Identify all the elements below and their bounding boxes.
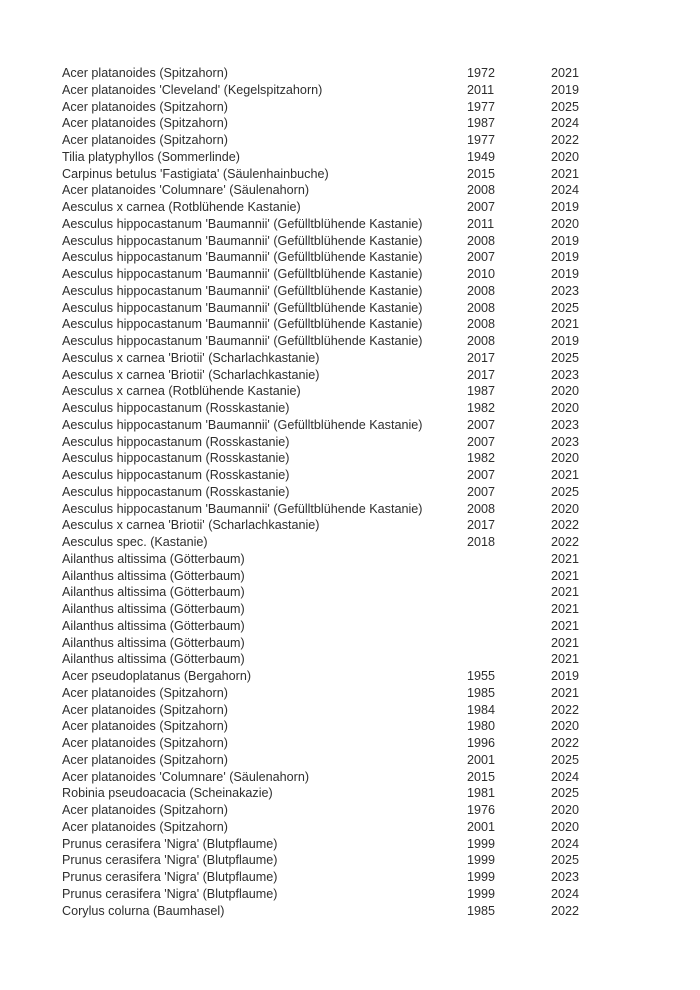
year1-cell: 2017 — [467, 518, 496, 533]
year1-cell: 2007 — [467, 250, 496, 265]
species-cell: Acer platanoides (Spitzahorn) — [62, 66, 228, 80]
year2-cell: 2022 — [551, 518, 580, 533]
year2-cell: 2021 — [551, 635, 580, 650]
table-row — [62, 802, 682, 819]
year1-cell: 1980 — [467, 719, 496, 734]
table-row — [62, 584, 682, 601]
table-row — [62, 82, 682, 99]
year1-cell: 2008 — [467, 233, 496, 248]
table-row — [62, 819, 682, 836]
year2-cell: 2020 — [551, 803, 580, 817]
year1-cell: 2001 — [467, 752, 496, 767]
table-row — [62, 501, 682, 518]
year1-cell: 2007 — [467, 434, 496, 449]
species-cell: Acer platanoides (Spitzahorn) — [62, 752, 228, 767]
year2-cell: 2022 — [551, 903, 580, 918]
table-row — [62, 769, 682, 786]
species-cell: Aesculus hippocastanum 'Baumannii' (Gefülltblühende Kastanie) — [62, 233, 423, 248]
year2-cell: 2021 — [551, 551, 580, 566]
year1-cell: 1999 — [467, 836, 496, 851]
table-row — [62, 99, 682, 116]
table-row — [62, 65, 682, 82]
year2-cell: 2020 — [551, 819, 580, 834]
table-row — [62, 517, 682, 534]
species-cell: Acer platanoides (Spitzahorn) — [62, 685, 228, 700]
year2-cell: 2023 — [551, 367, 580, 382]
table-row — [62, 601, 682, 618]
species-cell: Acer platanoides 'Columnare' (Säulenahorn) — [62, 183, 310, 198]
species-cell: Aesculus x carnea 'Briotii' (Scharlachkastanie) — [62, 350, 320, 365]
year1-cell: 2015 — [467, 769, 496, 784]
species-cell: Aesculus hippocastanum 'Baumannii' (Gefülltblühende Kastanie) — [62, 267, 423, 281]
year2-cell: 2021 — [551, 317, 580, 332]
table-row — [62, 668, 682, 685]
species-cell: Acer pseudoplatanus (Bergahorn) — [62, 669, 252, 683]
table-row — [62, 852, 682, 869]
table-row — [62, 484, 682, 501]
year2-cell: 2019 — [551, 200, 580, 214]
species-cell: Tilia platyphyllos (Sommerlinde) — [62, 149, 241, 164]
species-cell: Acer platanoides (Spitzahorn) — [62, 803, 228, 817]
species-cell: Aesculus x carnea (Rotblühende Kastanie) — [62, 384, 301, 399]
table-row — [62, 300, 682, 317]
species-cell: Ailanthus altissima (Götterbaum) — [62, 602, 245, 616]
table-row — [62, 367, 682, 384]
table-row — [62, 216, 682, 233]
table-row — [62, 149, 682, 166]
species-cell: Acer platanoides (Spitzahorn) — [62, 133, 228, 147]
table-row — [62, 182, 682, 199]
year2-cell: 2019 — [551, 250, 580, 265]
table-row — [62, 467, 682, 484]
species-cell: Aesculus hippocastanum 'Baumannii' (Gefülltblühende Kastanie) — [62, 317, 423, 332]
species-cell: Prunus cerasifera 'Nigra' (Blutpflaume) — [62, 870, 278, 884]
species-cell: Aesculus x carnea (Rotblühende Kastanie) — [62, 200, 301, 214]
table-row — [62, 735, 682, 752]
species-cell: Aesculus x carnea 'Briotii' (Scharlachkastanie) — [62, 518, 320, 533]
year2-cell: 2021 — [551, 568, 580, 583]
table-row — [62, 568, 682, 585]
species-cell: Aesculus hippocastanum 'Baumannii' (Gefülltblühende Kastanie) — [62, 283, 423, 298]
year2-cell: 2023 — [551, 870, 580, 884]
table-row — [62, 417, 682, 434]
year1-cell: 2010 — [467, 267, 496, 281]
species-cell: Aesculus hippocastanum 'Baumannii' (Gefülltblühende Kastanie) — [62, 501, 423, 516]
species-cell: Acer platanoides 'Columnare' (Säulenahorn) — [62, 769, 310, 784]
species-cell: Corylus colurna (Baumhasel) — [62, 903, 225, 918]
year1-cell: 2017 — [467, 350, 496, 365]
table-row — [62, 199, 682, 216]
species-cell: Aesculus hippocastanum 'Baumannii' (Gefülltblühende Kastanie) — [62, 334, 423, 348]
species-cell: Robinia pseudoacacia (Scheinakazie) — [62, 786, 273, 801]
year2-cell: 2025 — [551, 99, 580, 114]
table-row — [62, 383, 682, 400]
year1-cell: 1987 — [467, 116, 496, 131]
year2-cell: 2023 — [551, 417, 580, 432]
year2-cell: 2020 — [551, 216, 580, 231]
year2-cell: 2019 — [551, 267, 580, 281]
species-cell: Acer platanoides (Spitzahorn) — [62, 116, 228, 131]
table-row — [62, 718, 682, 735]
species-cell: Aesculus hippocastanum (Rosskastanie) — [62, 401, 290, 415]
year2-cell: 2025 — [551, 350, 580, 365]
year2-cell: 2022 — [551, 535, 580, 549]
table-row — [62, 450, 682, 467]
species-cell: Aesculus hippocastanum 'Baumannii' (Gefülltblühende Kastanie) — [62, 417, 423, 432]
year1-cell: 1985 — [467, 903, 496, 918]
species-cell: Prunus cerasifera 'Nigra' (Blutpflaume) — [62, 836, 278, 851]
species-cell: Ailanthus altissima (Götterbaum) — [62, 618, 245, 633]
table-row — [62, 266, 682, 283]
species-cell: Prunus cerasifera 'Nigra' (Blutpflaume) — [62, 853, 278, 868]
year1-cell: 2011 — [467, 216, 495, 231]
table-row — [62, 434, 682, 451]
year2-cell: 2023 — [551, 434, 580, 449]
year2-cell: 2022 — [551, 702, 580, 717]
year1-cell: 1985 — [467, 685, 496, 700]
year1-cell: 2007 — [467, 200, 496, 214]
table-row — [62, 132, 682, 149]
year2-cell: 2021 — [551, 66, 580, 80]
year1-cell: 1999 — [467, 870, 496, 884]
year1-cell: 1977 — [467, 99, 496, 114]
year1-cell: 2018 — [467, 535, 496, 549]
year1-cell: 2007 — [467, 484, 496, 499]
species-cell: Aesculus hippocastanum (Rosskastanie) — [62, 484, 290, 499]
year1-cell: 1996 — [467, 736, 496, 750]
species-cell: Acer platanoides (Spitzahorn) — [62, 99, 228, 114]
year2-cell: 2020 — [551, 501, 580, 516]
year1-cell: 1972 — [467, 66, 496, 80]
table-row — [62, 534, 682, 551]
table-row — [62, 869, 682, 886]
year1-cell: 2017 — [467, 367, 496, 382]
year1-cell: 2008 — [467, 334, 496, 348]
table-row — [62, 233, 682, 250]
species-cell: Ailanthus altissima (Götterbaum) — [62, 585, 245, 600]
year1-cell: 2008 — [467, 317, 496, 332]
year1-cell: 1977 — [467, 133, 496, 147]
year2-cell: 2022 — [551, 133, 580, 147]
table-row — [62, 651, 682, 668]
table-row — [62, 702, 682, 719]
year2-cell: 2020 — [551, 384, 580, 399]
year2-cell: 2019 — [551, 334, 580, 348]
table-row — [62, 635, 682, 652]
species-cell: Prunus cerasifera 'Nigra' (Blutpflaume) — [62, 886, 278, 901]
species-cell: Aesculus hippocastanum 'Baumannii' (Gefülltblühende Kastanie) — [62, 216, 423, 231]
species-cell: Acer platanoides (Spitzahorn) — [62, 719, 228, 734]
table-row — [62, 283, 682, 300]
year2-cell: 2023 — [551, 283, 580, 298]
table-row — [62, 886, 682, 903]
year1-cell: 2008 — [467, 501, 496, 516]
table-row — [62, 618, 682, 635]
year2-cell: 2021 — [551, 652, 580, 667]
species-cell: Ailanthus altissima (Götterbaum) — [62, 568, 245, 583]
year2-cell: 2021 — [551, 585, 580, 600]
year2-cell: 2025 — [551, 853, 580, 868]
year1-cell: 2011 — [467, 82, 495, 97]
species-cell: Acer platanoides (Spitzahorn) — [62, 819, 228, 834]
species-cell: Aesculus hippocastanum (Rosskastanie) — [62, 468, 290, 482]
year2-cell: 2020 — [551, 719, 580, 734]
year1-cell: 2008 — [467, 283, 496, 298]
year1-cell: 2008 — [467, 300, 496, 315]
year1-cell: 1955 — [467, 669, 496, 683]
year2-cell: 2024 — [551, 183, 580, 198]
species-cell: Aesculus hippocastanum (Rosskastanie) — [62, 434, 290, 449]
species-cell: Aesculus hippocastanum 'Baumannii' (Gefülltblühende Kastanie) — [62, 300, 423, 315]
year1-cell: 1949 — [467, 149, 496, 164]
year2-cell: 2024 — [551, 836, 580, 851]
species-cell: Acer platanoides (Spitzahorn) — [62, 702, 228, 717]
year1-cell: 2001 — [467, 819, 496, 834]
year2-cell: 2020 — [551, 149, 580, 164]
year1-cell: 1984 — [467, 702, 496, 717]
year2-cell: 2025 — [551, 484, 580, 499]
table-row — [62, 685, 682, 702]
species-cell: Acer platanoides 'Cleveland' (Kegelspitzahorn) — [62, 82, 323, 97]
year1-cell: 2008 — [467, 183, 496, 198]
year2-cell: 2019 — [551, 233, 580, 248]
year2-cell: 2019 — [551, 82, 580, 97]
species-cell: Ailanthus altissima (Götterbaum) — [62, 635, 245, 650]
year2-cell: 2020 — [551, 401, 580, 415]
year2-cell: 2021 — [551, 166, 580, 181]
year2-cell: 2025 — [551, 300, 580, 315]
year2-cell: 2022 — [551, 736, 580, 750]
species-cell: Ailanthus altissima (Götterbaum) — [62, 652, 245, 667]
year1-cell: 1982 — [467, 401, 496, 415]
species-cell: Aesculus hippocastanum 'Baumannii' (Gefülltblühende Kastanie) — [62, 250, 423, 265]
year1-cell: 1987 — [467, 384, 496, 399]
table-row — [62, 249, 682, 266]
year2-cell: 2024 — [551, 769, 580, 784]
table-row — [62, 400, 682, 417]
table-row — [62, 551, 682, 568]
year2-cell: 2025 — [551, 786, 580, 801]
year1-cell: 2007 — [467, 417, 496, 432]
species-cell: Aesculus spec. (Kastanie) — [62, 535, 208, 549]
table-row — [62, 350, 682, 367]
species-cell: Aesculus hippocastanum (Rosskastanie) — [62, 451, 290, 466]
species-cell: Ailanthus altissima (Götterbaum) — [62, 551, 245, 566]
year2-cell: 2024 — [551, 116, 580, 131]
year2-cell: 2019 — [551, 669, 580, 683]
table-row — [62, 166, 682, 183]
year1-cell: 1976 — [467, 803, 496, 817]
year1-cell: 1999 — [467, 886, 496, 901]
table-row — [62, 785, 682, 802]
year1-cell: 2015 — [467, 166, 496, 181]
table-row — [62, 752, 682, 769]
year2-cell: 2021 — [551, 468, 580, 482]
table-row — [62, 316, 682, 333]
year2-cell: 2021 — [551, 685, 580, 700]
table-row — [62, 836, 682, 853]
species-cell: Acer platanoides (Spitzahorn) — [62, 736, 228, 750]
year2-cell: 2020 — [551, 451, 580, 466]
year2-cell: 2025 — [551, 752, 580, 767]
year1-cell: 1982 — [467, 451, 496, 466]
species-cell: Carpinus betulus 'Fastigiata' (Säulenhainbuche) — [62, 166, 329, 181]
year1-cell: 1981 — [467, 786, 496, 801]
year1-cell: 1999 — [467, 853, 496, 868]
table-row — [62, 903, 682, 920]
year1-cell: 2007 — [467, 468, 496, 482]
species-cell: Aesculus x carnea 'Briotii' (Scharlachkastanie) — [62, 367, 320, 382]
year2-cell: 2021 — [551, 602, 580, 616]
table-row — [62, 333, 682, 350]
table-row — [62, 115, 682, 132]
year2-cell: 2021 — [551, 618, 580, 633]
tree-species-table — [62, 65, 682, 919]
year2-cell: 2024 — [551, 886, 580, 901]
